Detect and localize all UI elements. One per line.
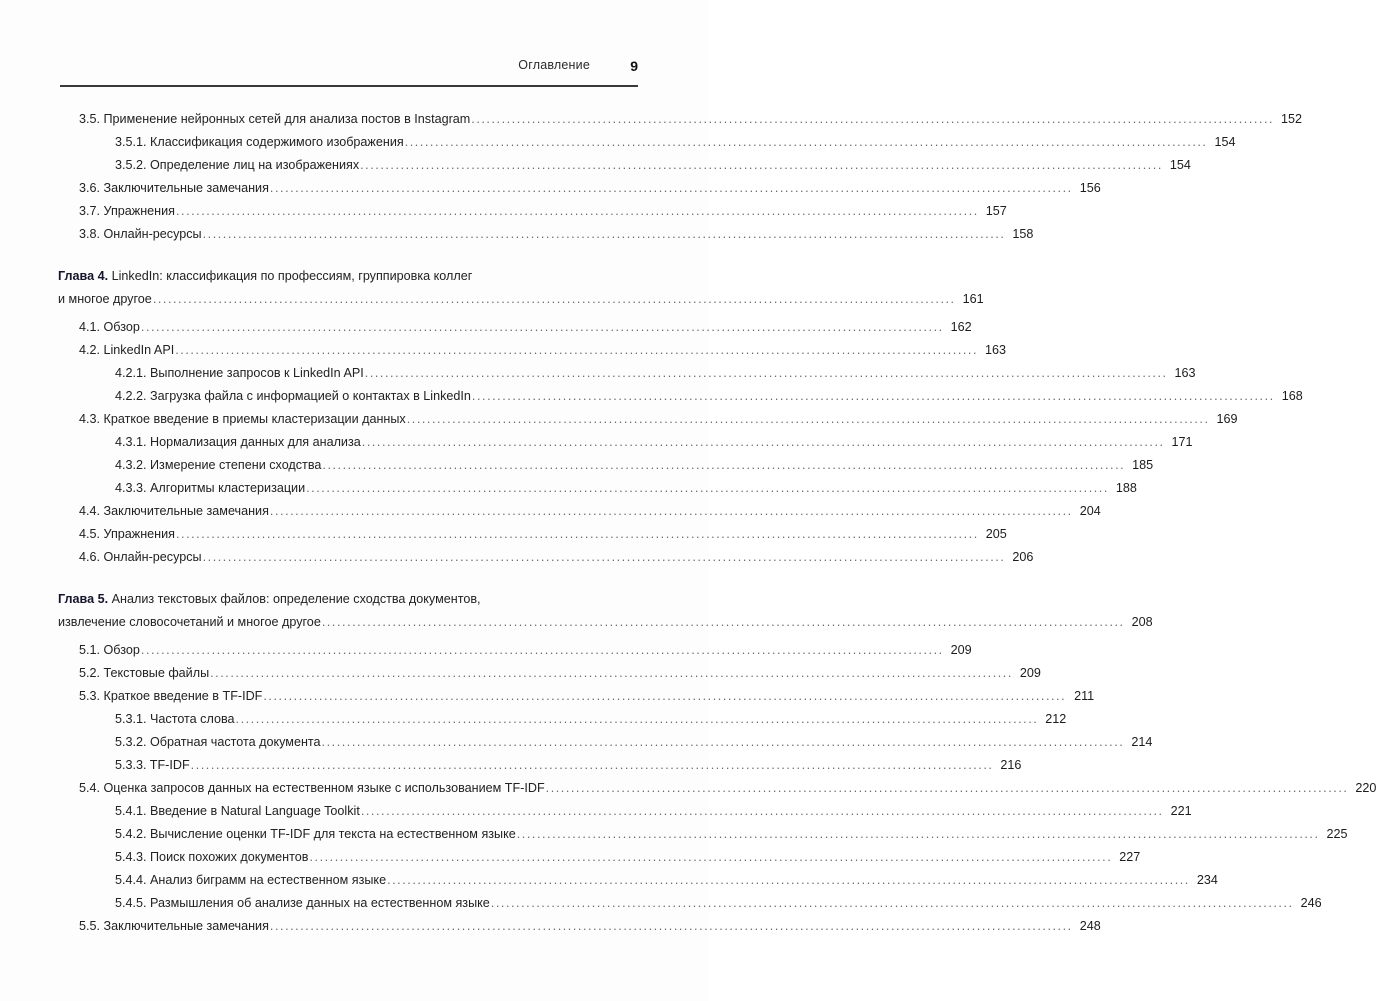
- header-title: Оглавление: [518, 58, 590, 72]
- toc-entry[interactable]: [115, 754, 1022, 777]
- toc-entry-label: 4.3. Краткое введение в приемы кластеризации данных: [79, 412, 406, 426]
- toc-entry[interactable]: [115, 362, 1196, 385]
- leader-dots: ...............................................................................................................................................................: [387, 873, 1190, 887]
- toc-entry-page: 220: [1355, 781, 1376, 795]
- toc-entry-page: 154: [1169, 158, 1191, 172]
- toc-entry-page: 225: [1326, 827, 1348, 841]
- toc-entry-page: 211: [1074, 689, 1095, 703]
- toc-entry-label: 4.3.2. Измерение степени сходства: [115, 458, 322, 472]
- toc-entry-label: 3.5.2. Определение лиц на изображениях: [115, 158, 360, 172]
- toc-entry-label: 4.5. Упражнения: [79, 527, 175, 541]
- toc-entry-label: 4.1. Обзор: [79, 320, 140, 334]
- toc-entry-label: 4.6. Онлайн-ресурсы: [79, 550, 202, 564]
- toc-entry-page: 227: [1119, 850, 1141, 864]
- toc-entry[interactable]: [79, 662, 1041, 685]
- toc-entry-page: 163: [1174, 366, 1196, 380]
- leader-dots: ...............................................................................................................................................................: [471, 389, 1275, 403]
- leader-dots: ...............................................................................................................................................................: [364, 366, 1168, 380]
- leader-dots: ...............................................................................................................................................................: [404, 135, 1208, 149]
- toc-entry[interactable]: [79, 546, 1034, 569]
- toc-entry[interactable]: [79, 500, 1101, 523]
- toc-entry[interactable]: [79, 523, 1007, 546]
- leader-dots: ...............................................................................................................................................................: [175, 343, 979, 357]
- header-divider: [60, 85, 638, 87]
- toc-entry-page: 158: [1012, 227, 1034, 241]
- toc-entry-page: 156: [1079, 181, 1101, 195]
- leader-dots: ...............................................................................................................................................................: [360, 158, 1163, 172]
- chapter-title-line-1: Анализ текстовых файлов: определение сходства документов,: [108, 592, 481, 606]
- chapter-number: Глава 5.: [58, 592, 109, 606]
- toc-entry[interactable]: [115, 454, 1154, 477]
- toc-entry-label: 5.1. Обзор: [79, 643, 140, 657]
- toc-entry[interactable]: [115, 823, 1348, 846]
- toc-entry-page: 188: [1115, 481, 1137, 495]
- leader-dots: ...............................................................................................................................................................: [360, 804, 1164, 818]
- toc-entry[interactable]: [115, 869, 1218, 892]
- toc-chapter-heading[interactable]: [58, 265, 984, 311]
- chapter-heading-line-1: [58, 588, 638, 611]
- toc-entry[interactable]: [79, 639, 972, 662]
- toc-entry-page: 169: [1216, 412, 1238, 426]
- toc-entry-label: 5.5. Заключительные замечания: [79, 919, 269, 933]
- toc-entry-label: 5.4.4. Анализ биграмм на естественном языке: [115, 873, 387, 887]
- leader-dots: ...............................................................................................................................................................: [321, 615, 1125, 629]
- leader-dots: ...............................................................................................................................................................: [202, 227, 1006, 241]
- leader-dots: ...............................................................................................................................................................: [361, 435, 1165, 449]
- toc-entry-label: 3.5. Применение нейронных сетей для анализа постов в Instagram: [79, 112, 471, 126]
- toc-entry-label: 5.2. Текстовые файлы: [79, 666, 210, 680]
- leader-dots: ...............................................................................................................................................................: [471, 112, 1275, 126]
- toc-entry-page: 221: [1170, 804, 1192, 818]
- toc-entry-label: 4.4. Заключительные замечания: [79, 504, 269, 518]
- toc-entry-label: 5.3.1. Частота слова: [115, 712, 235, 726]
- chapter-title-line-1: LinkedIn: классификация по профессиям, группировка коллег: [108, 269, 473, 283]
- leader-dots: ...............................................................................................................................................................: [190, 758, 994, 772]
- toc-entry-page: 234: [1196, 873, 1218, 887]
- toc-entry-page: 154: [1214, 135, 1236, 149]
- toc-entry-page: 214: [1131, 735, 1153, 749]
- leader-dots: ...............................................................................................................................................................: [175, 527, 979, 541]
- toc-entry-label: 5.4.2. Вычисление оценки TF-IDF для текста на естественном языке: [115, 827, 516, 841]
- leader-dots: ...............................................................................................................................................................: [235, 712, 1039, 726]
- leader-dots: ...............................................................................................................................................................: [406, 412, 1210, 426]
- toc-entry[interactable]: [79, 915, 1101, 938]
- toc-entry[interactable]: [115, 800, 1192, 823]
- toc-entry[interactable]: [115, 477, 1137, 500]
- leader-dots: ...............................................................................................................................................................: [321, 735, 1125, 749]
- leader-dots: ...............................................................................................................................................................: [309, 850, 1113, 864]
- toc-entry-label: 5.3.3. TF-IDF: [115, 758, 190, 772]
- toc-entry-label: 5.3.2. Обратная частота документа: [115, 735, 321, 749]
- leader-dots: ...............................................................................................................................................................: [269, 504, 1073, 518]
- toc-entry[interactable]: [115, 892, 1322, 915]
- toc-entry-page: 152: [1281, 112, 1303, 126]
- leader-dots: ...............................................................................................................................................................: [490, 896, 1294, 910]
- chapter-heading-line-2: [58, 611, 1153, 634]
- running-header: [58, 58, 638, 86]
- leader-dots: ...............................................................................................................................................................: [516, 827, 1320, 841]
- leader-dots: ...............................................................................................................................................................: [140, 320, 944, 334]
- toc-entry[interactable]: [79, 223, 1034, 246]
- chapter-page: 161: [962, 292, 984, 306]
- toc-entry-label: 5.4. Оценка запросов данных на естественном языке с использованием TF-IDF: [79, 781, 545, 795]
- leader-dots: ...............................................................................................................................................................: [210, 666, 1013, 680]
- toc-entry[interactable]: [115, 431, 1193, 454]
- toc-entry-page: 163: [985, 343, 1007, 357]
- leader-dots: ...............................................................................................................................................................: [140, 643, 944, 657]
- leader-dots: ...............................................................................................................................................................: [269, 181, 1073, 195]
- chapter-title-line-2: извлечение словосочетаний и многое другое: [58, 615, 321, 629]
- toc-entry-page: 209: [1019, 666, 1041, 680]
- chapter-heading-line-2: [58, 288, 984, 311]
- toc-entry-label: 4.2.1. Выполнение запросов к LinkedIn API: [115, 366, 364, 380]
- toc-entry[interactable]: [79, 685, 1095, 708]
- toc-entry-label: 3.8. Онлайн-ресурсы: [79, 227, 202, 241]
- toc-entry-page: 209: [950, 643, 972, 657]
- toc-entry-label: 5.4.1. Введение в Natural Language Toolkit: [115, 804, 360, 818]
- toc-entry-label: 5.4.5. Размышления об анализе данных на естественном языке: [115, 896, 490, 910]
- leader-dots: ...............................................................................................................................................................: [263, 689, 1067, 703]
- toc-entry-page: 212: [1045, 712, 1067, 726]
- toc-entry-label: 4.3.3. Алгоритмы кластеризации: [115, 481, 306, 495]
- toc-entry-page: 185: [1132, 458, 1154, 472]
- toc-entry-page: 216: [1000, 758, 1022, 772]
- toc-entry-label: 4.2. LinkedIn API: [79, 343, 175, 357]
- leader-dots: ...............................................................................................................................................................: [175, 204, 979, 218]
- toc-entry[interactable]: [79, 177, 1101, 200]
- toc-entry-page: 204: [1079, 504, 1101, 518]
- toc-entry-label: 3.7. Упражнения: [79, 204, 175, 218]
- page-folio: 9: [630, 58, 638, 74]
- toc-entry[interactable]: [79, 339, 1007, 362]
- toc-entry-page: 206: [1012, 550, 1034, 564]
- chapter-page: 208: [1131, 615, 1153, 629]
- leader-dots: ...............................................................................................................................................................: [269, 919, 1073, 933]
- toc-entry[interactable]: [79, 108, 1303, 131]
- toc-entry-page: 246: [1300, 896, 1322, 910]
- toc-entry-label: 5.3. Краткое введение в TF-IDF: [79, 689, 263, 703]
- leader-dots: ...............................................................................................................................................................: [306, 481, 1109, 495]
- toc-entry[interactable]: [115, 154, 1191, 177]
- toc-entry[interactable]: [79, 200, 1007, 223]
- chapter-title-line-2: и многое другое: [58, 292, 152, 306]
- toc-entry-page: 248: [1079, 919, 1101, 933]
- toc-entry-page: 205: [985, 527, 1007, 541]
- leader-dots: ...............................................................................................................................................................: [152, 292, 956, 306]
- toc-entry[interactable]: [115, 731, 1153, 754]
- toc-chapter-heading[interactable]: [58, 588, 1153, 634]
- chapter-number: Глава 4.: [58, 269, 109, 283]
- toc-entry-label: 3.5.1. Классификация содержимого изображения: [115, 135, 404, 149]
- toc-entry[interactable]: [79, 408, 1238, 431]
- toc-entry[interactable]: [115, 131, 1236, 154]
- toc-entry-label: 3.6. Заключительные замечания: [79, 181, 269, 195]
- toc-entry-label: 4.2.2. Загрузка файла с информацией о контактах в LinkedIn: [115, 389, 471, 403]
- chapter-heading-line-1: [58, 265, 638, 288]
- toc-entry-label: 4.3.1. Нормализация данных для анализа: [115, 435, 361, 449]
- toc-entry-label: 5.4.3. Поиск похожих документов: [115, 850, 309, 864]
- toc-entry-page: 162: [950, 320, 972, 334]
- leader-dots: ...............................................................................................................................................................: [322, 458, 1126, 472]
- toc-entry[interactable]: [115, 708, 1067, 731]
- toc-entry-page: 171: [1171, 435, 1193, 449]
- leader-dots: ...............................................................................................................................................................: [202, 550, 1006, 564]
- toc-entry-page: 168: [1281, 389, 1303, 403]
- leader-dots: ...............................................................................................................................................................: [545, 781, 1349, 795]
- toc-entry[interactable]: [115, 385, 1303, 408]
- toc-entry[interactable]: [115, 846, 1141, 869]
- toc-entry-page: 157: [985, 204, 1007, 218]
- toc-entry[interactable]: [79, 777, 1376, 800]
- toc-entry[interactable]: [79, 316, 972, 339]
- table-of-contents: [58, 108, 1376, 938]
